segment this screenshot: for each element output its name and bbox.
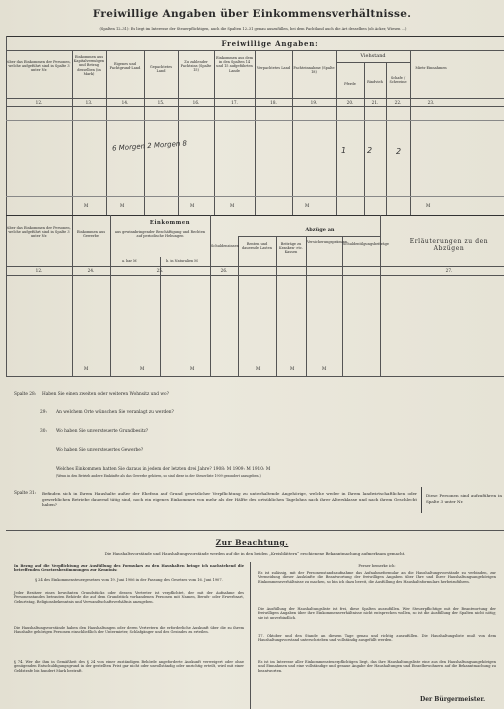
- handwritten-schafe: 2: [396, 147, 402, 156]
- col-line: [6, 36, 7, 376]
- handwritten-rindvieh: 2: [367, 146, 373, 155]
- question-28-prefix: Spalte 28:: [14, 392, 37, 397]
- col2-header-26: Schuldenzinsen: [211, 244, 239, 248]
- question-30c: Welches Einkommen hatten Sie daraus in jedem der letzten drei Jahre? 1908: M 1909: M 1910: M: [56, 467, 271, 472]
- viehstand-label: Viehstand: [360, 53, 386, 59]
- col-header-20: Pferde: [344, 82, 356, 86]
- unit-mark: M: [305, 203, 310, 208]
- col-line: [106, 50, 107, 215]
- col-line: [292, 50, 293, 215]
- section2-heading: Einkommen: [149, 220, 191, 226]
- unit-mark: M: [84, 203, 89, 208]
- col-line: [336, 50, 337, 215]
- col-num-16: 16.: [192, 100, 200, 105]
- question-30-note: (Wenn in den Betrieb andere Einkünfte als das Gewerbe gehören, so sind diese in der Steuerliste 1909 gesondert anzugeben.): [56, 474, 261, 478]
- abzuege-label: Abzüge an: [305, 227, 335, 233]
- table1-top-border: [6, 36, 504, 37]
- col-num-14: 14.: [121, 100, 129, 105]
- notice-left-p3: Die Haushaltungsvorstände haben den Haushaltungen oder deren Vertretern die erforderliche Auskunft über die zu ihrem Haushalte gehörigen Personen einschließlich der Untermieter, Schlafgänger und des Gesindes zu erteilen.: [14, 626, 244, 635]
- col2-num-24: 24.: [87, 268, 95, 273]
- notice-left-heading: In Bezug auf die Verpflichtung zur Ausfüllung des Formulars zu den Haushalten bringe ich nachstehend die betreffenden Gesetzesbestimmungen zur Kenntnis:: [14, 564, 244, 573]
- question-30b: Wo haben Sie unversteuertes Gewerbe?: [56, 448, 144, 453]
- colnum2-bottom-rule: [6, 275, 504, 276]
- col-header-14: Eigenes und Pachtgrund-Land: [109, 62, 141, 71]
- col2-num-27: 27.: [445, 268, 453, 273]
- notice-right-p4: Es ist im Interesse aller Einkommensteuerpflichtigen liegt, das ihre Haushaltungsliste eine aus den Haushaltungsangehörigen und Einnahmen und eine vollständige und genaue Angabe der Haushaltungen und Einzelbewohnern auf die Bekanntmachung zu beantworten.: [258, 660, 496, 673]
- abzuege-rule: [238, 236, 380, 237]
- notice-left-p4: § 74. Wer die ihm in Gemäßheit des § 24 von einer zuständigen Behörde angeforderte Auskunft verweigert oder ohne genügenden Entschuldigungsgrund in der gestellten Frist gar nicht oder unvollständig oder unrichtig erteilt, wird mit einer Geldstrafe bis hundert Mark bestraft.: [14, 660, 244, 673]
- question-31-prefix: Spalte 31:: [14, 491, 37, 496]
- col-header-12: über das Einkommen der Personen, welche aufgeführt sind in Spalte 3 unter Nr.: [7, 60, 71, 73]
- col-line: [342, 236, 343, 376]
- unit-mark: M: [140, 366, 145, 371]
- notice-right-p3: 17. Oktober und den Stande an diesem Tage genau und richtig auszufüllen. Die Haushaltungsliste muß von dem Haushaltungsvorstand unterschrieben und vollständig ausgefüllt werden.: [258, 634, 496, 643]
- col-num-23: 23.: [427, 100, 435, 105]
- question-28: Haben Sie einen zweiten oder weiteren Wohnsitz und wo?: [42, 392, 169, 397]
- unit-mark: M: [190, 366, 195, 371]
- col2-header-25: aus gewinnbringender Beschäftigung und Rechten auf periodische Hebungen: [114, 230, 206, 239]
- colnum-bottom-rule: [6, 106, 504, 107]
- table2-top-border: [6, 215, 504, 216]
- col-line: [410, 50, 411, 215]
- col-header-17: Einkommen aus dem in den Spalten 14 und 15 aufgeführten Lande: [215, 56, 254, 73]
- section1-heading: Freiwillige Angaben:: [221, 39, 319, 48]
- col-line: [178, 50, 179, 215]
- question-29: An welchem Orte wünschen Sie veranlagt zu werden?: [56, 410, 174, 415]
- signature: Der Bürgermeister.: [420, 696, 486, 703]
- notice-top-rule: [6, 530, 504, 531]
- col2-header-24: Einkommen aus Gewerbe: [76, 230, 106, 239]
- col-line: [210, 215, 211, 376]
- col2-header-26d: Schuldentilgungsbeiträge: [343, 242, 389, 246]
- unit-mark: M: [230, 203, 235, 208]
- spalte31-side-note: Diese Personen sind aufzuführen in Spalte 3 unter Nr.: [426, 493, 502, 504]
- col-num-19: 19.: [310, 100, 318, 105]
- col2-header-26a: Renten und dauernde Lasten: [242, 242, 272, 251]
- colnum2-top-rule: [6, 266, 504, 267]
- col-num-17: 17.: [231, 100, 238, 105]
- question-29-prefix: 29:: [40, 410, 47, 415]
- col2-header-12: über das Einkommen der Personen, welche aufgeführt sind in Spalte 3 unter Nr.: [7, 226, 71, 239]
- col-header-15: Gepachtetes Land: [149, 65, 173, 74]
- col-line: [276, 236, 277, 376]
- col-num-15: 15.: [157, 100, 165, 105]
- unit-mark: M: [84, 366, 89, 371]
- question-30a: Wo haben Sie unversteuerte Grundbesitz?: [56, 429, 149, 434]
- table2-bottom-rule: [6, 376, 504, 377]
- col-line: [110, 215, 111, 376]
- col-header-18: Verpachtetes Land: [256, 66, 291, 70]
- col-line: [144, 50, 145, 215]
- colnum-top-rule: [6, 98, 504, 99]
- col-line: [364, 62, 365, 215]
- col-header-13: Einkommen aus Kapitalvermögen und Betrag desselben (in Mark): [73, 55, 105, 76]
- sub-a-label: a. bar M: [122, 259, 137, 263]
- col2-header-27: Erläuterungen zu den Abzügen: [409, 238, 489, 252]
- col2-num-12: 12.: [35, 268, 43, 273]
- col-header-19: Pachteinnahme (Spalte 18): [293, 66, 335, 75]
- form-title: Freiwillige Angaben über Einkommensverhältnisse.: [92, 8, 412, 20]
- col-num-21: 21.: [371, 100, 379, 105]
- col-line: [214, 50, 215, 215]
- sub-b-label: b. in Naturalien M: [166, 259, 198, 263]
- notice-right-p1: Es ist zulässig, mit der Personenstandsaufnahme das Aufnahmeformular an die Haushaltungsvorstände zu verbinden, zur Vermeidung dieser Auskünfte die Beantwortung der freiwilligen Angaben über Ihre und Ihrer Haushaltungsangehörigen Einkommensverhältnisse zu machen, so bin ich dazu bereit, die Ausfüllung des Haushaltsformulars herbeizuführen.: [258, 571, 496, 584]
- col-num-20: 20.: [346, 100, 354, 105]
- col-line: [386, 62, 387, 215]
- col-header-23: Miets-Einnahmen: [415, 66, 447, 70]
- col-line: [306, 236, 307, 376]
- notice-heading: Zur Beachtung.: [215, 538, 289, 547]
- form-subtitle: (Spalten 12–31): Es liegt im Interesse der Steuerpflichtigen, auch die Spalten 12–31 genau auszufüllen, bei dem Pachtland auch die Art desselben (ob Acker, Wiesen ...): [99, 27, 407, 31]
- col-num-22: 22.: [394, 100, 402, 105]
- unit-mark: M: [256, 366, 261, 371]
- col-line: [255, 50, 256, 215]
- col2-header-26b: Beiträge zu Kranken- etc. Kassen: [279, 242, 303, 255]
- col2-header-26c: Versicherungsprämien: [307, 240, 348, 244]
- handwritten-pferde: 1: [341, 146, 347, 155]
- unit-mark: M: [426, 203, 431, 208]
- notice-column-divider: [250, 562, 251, 709]
- col-header-16: Zu zahlender Pachtzins (Spalte 15): [180, 60, 212, 73]
- unit-mark: M: [290, 366, 295, 371]
- data-row-rule: [6, 120, 504, 121]
- col2-num-26: 26.: [220, 268, 228, 273]
- question-30-prefix: 30:: [40, 429, 47, 434]
- viehstand-rule: [336, 62, 410, 63]
- unit-mark: M: [322, 366, 327, 371]
- col-line: [238, 236, 239, 376]
- unit-row-rule: [6, 196, 504, 197]
- question-31: Befinden sich in Ihrem Haushalte außer der Ehefrau auf Grund gesetzlicher Verpflichtung zu unterhaltende Angehörige, welche weder in Ihrem landwirtschaftlichen oder gewerblichen Betriebe dauernd tätig sind, noch ein eigenes Einkommen von mehr als der Hälfte des ortsüblichen Tagelohns nach ihrer Altersklasse und nach ihrem Geschlecht haben?: [42, 491, 417, 508]
- notice-intro: Die Haushaltsvorstände und Haushaltungsvorstände werden auf die in den beiden „Kreisblättern“ erschienene Bekanntmachung aufmerksam gemacht.: [104, 551, 406, 556]
- unit-mark: M: [190, 203, 195, 208]
- col2-num-25: 25.: [156, 268, 164, 273]
- col-num-12: 12.: [35, 100, 43, 105]
- handwritten-land: 6 Morgen 2 Morgen 8: [111, 139, 188, 153]
- notice-right-p2: Die Ausfüllung der Haushaltungsliste ist frei, diese Spalten auszufüllen. Wer Steuerpflichtige mit der Beantwortung der freiwilligen Angaben über ihre Einkommensverhältnisse nicht entsprechen wollen, so ist die Ausfüllung der Spalten nicht nötig; sie ist unverbindlich.: [258, 607, 496, 620]
- notice-left-p2: Jeder Besitzer eines bewohnten Grundstücks oder dessen Vertreter ist verpflichtet, der mit der Aufnahme des Personenstandes betrauten Behörde die auf dem Grundstück vorhandenen Personen mit Namen, Berufs- oder Erwerbsart, Geburtstag, Religionsbekenntnis und Verwandtschaftsverhältnis anzugeben.: [14, 591, 244, 604]
- col-line: [380, 215, 381, 376]
- notice-right-heading: Ferner bemerke ich:: [358, 564, 396, 568]
- notice-left-p1: § 24 des Einkommensteuergesetzes vom 19. Juni 1906 in der Fassung des Gesetzes vom 16. Juni 1907.: [35, 578, 223, 582]
- col-num-13: 13.: [85, 100, 93, 105]
- unit-mark: M: [120, 203, 125, 208]
- col-header-22: Schafe / Schweine: [389, 76, 407, 85]
- col-num-18: 18.: [270, 100, 277, 105]
- col-header-21: Rindvieh: [367, 80, 383, 84]
